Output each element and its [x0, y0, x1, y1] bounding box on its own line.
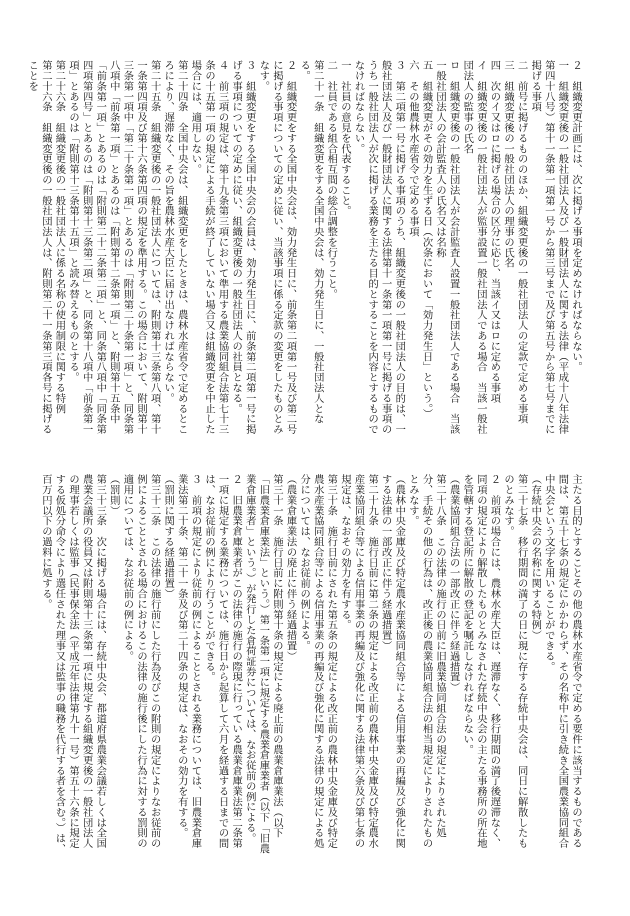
text-line: ロ 組織変更後の一般社団法人が会計監査人設置一般社団法人である場合 当該一般社団法人の会計監査人の氏名又は名称: [434, 60, 460, 435]
text-line: 第二十四条 全国中央会は、組織変更をしたときは、農林水産省令で定めるところにより、遅滞なく、その旨を農林水産大臣に届け出なければならない。: [162, 60, 188, 435]
upper-text-block: [26, 60, 582, 444]
text-line: 三 組織変更後の一般社団法人の理事の氏名: [502, 60, 515, 268]
text-line: イ 組織変更後の一般社団法人が監事設置一般社団法人である場合 当該一般社団法人の監事の氏名: [461, 60, 487, 435]
text-line: （農林中央金庫及び特定農水産業協同組合等による信用事業の再編及び強化に関する法律の一部改正に伴う経過措置）: [379, 474, 406, 849]
text-line: 第二十六条 組織変更後の一般社団法人は、附則第二十一条第三項各号に掲げることを: [26, 60, 52, 435]
text-line: （存続中央会の名称に関する特例）: [529, 474, 542, 641]
text-line: （農業協同組合法の一部改正に伴う経過措置）: [447, 474, 460, 693]
text-line: （農業倉庫業法の廃止に伴う経過措置）: [284, 474, 297, 662]
text-line: 第三十条 施行日前にされた第五条の規定による改正前の農林中央金庫及び特定農水産業協同組合等による信用事業の再編及び強化に関する法律の規定による処分については、なお従前の例による。: [298, 474, 338, 849]
text-line: 主たる目的とすることその他の農林水産省令で定める要件に該当するものである間は、第五十七条の規定にかかわらず、その名称中に引き続き全国農業協同組合中央会という文字を用いることができる。: [542, 474, 582, 849]
text-line: 四 次のイ又はロに掲げる場合の区分に応じ、当該イ又はロに定める事項: [488, 60, 501, 404]
text-line: ３ 第二項第一号に掲げる事項のうち、組織変更後の一般社団法人の目的は、一般社団法人及び一般財団法人に関する法律第十一条第一項第一号に掲げる事項のうち一般社団法人が次に掲げる業務を主たる目的とすることを内容とするものでなければならない。: [352, 60, 406, 435]
text-line: 第二十七条 移行期間の満了の日に現に存する存続中央会は、同日に解散したものとみなす。: [502, 474, 528, 849]
text-line: ３ 組織変更をする全国中央会の会員は、効力発生日に、前条第二項第一号に掲げる事項についての定めに従い、組織変更後の一般社団法人の社員となる。: [230, 60, 256, 435]
text-line: 一 社員の意見を代表すること。: [338, 60, 351, 216]
text-line: ２ 旧農業倉庫業者がこの法律の施行の際現に行っている農業倉庫業法第二条第一項に規定する業務については、施行日から起算して六月を経過する日までの間は、なお従前の例により行うことができる。: [202, 474, 243, 849]
text-line: 第三十二条 この法律の施行前にした行為及びこの附則の規定によりなお従前の例によることとされる場合におけるこの法律の施行後にした行為に対する罰則の適用については、なお従前の例による。: [121, 474, 161, 849]
text-line: （罰則）: [107, 474, 120, 516]
text-line: ２ 前項の場合には、農林水産大臣は、遅滞なく、移行期間の満了後遅滞なく、同項の規定により解散したものとみなされた存続中央会の主たる事務所の所在地を管轄する登記所に解散の登記を嘱託しなければならない。: [461, 474, 501, 849]
text-line: 第三十一条 施行日前に附則第十条の規定による廃止前の農業倉庫業法（以下「旧農業倉庫業法」という。）第一条第一項に規定する農業倉庫業者（以下「旧農業倉庫業者」という。）が発行した倉荷証券については、なお従前の例による。: [243, 474, 283, 854]
lower-text-block: [39, 474, 582, 858]
text-line: 一 組織変更後の一般社団法人及び一般財団法人に関する法律（平成十八年法律第四十八号）第十一条第一項第一号から第三号まで及び第五号から第七号までに掲げる事項: [529, 60, 569, 435]
text-line: 六 その他農林水産省令で定める事項: [406, 60, 419, 237]
text-line: 第二十八条 この法律の施行の日前に旧農業協同組合法の規定によりされた処分、手続その他の行為は、改正後の農業協同組合法の相当規定によりされたものとみなす。: [406, 474, 447, 849]
text-line: ２ 組織変更計画には、次に掲げる事項を定めなければならない。: [570, 60, 582, 372]
text-line: （罰則に関する経過措置）: [162, 474, 175, 599]
text-line: 二 前号に掲げるもののほか、組織変更後の一般社団法人の定款で定める事項: [515, 60, 528, 424]
text-line: 第三十三条 次に掲げる場合には、存続中央会、都道府県農業会議若しくは全国農業会議所の役員又は附則第十三条第一項に規定する組織変更後の一般社団法人の理事若しくは監事（民事保全法（平成元年法律第九十一号）第五十六条に規定する仮処分命令により選任された理事又は監事の職務を代行する者を含む。）は、百万円以下の過料に処する。: [39, 474, 107, 854]
text-line: ２ 組織変更をする全国中央会は、効力発生日に、前条第二項第一号及び第二号に掲げる事項についての定めに従い、当該事項に係る定款の変更をしたものとみなす。: [257, 60, 297, 435]
text-line: ３ 前項の規定により従前の例によることとされる業務については、旧農業倉庫業法第二十条、第二十一条及び第二十四条の規定は、なおその効力を有する。: [175, 474, 202, 849]
text-line: 二 社員である組合相互間の総合調整を行うこと。: [325, 60, 338, 300]
text-line: 第二十九条 施行日前に第二条の規定による改正前の農林中央金庫及び特定農水産業協同組合等による信用事業の再編及び強化に関する法律第六条及び第七条の規定は、なおその効力を有する。: [338, 474, 379, 849]
text-line: 第二十五条 組織変更後の一般社団法人については、附則第十三条第八項、第十一条第四項及び第十六条第四項の規定を準用する。この場合において、附則第十三条第一項中「第二十条第一項」とあるのは「附則第二十条第一項」と、同条第八項中「前条第一項」とあるのは「附則第十二条第一項」と、附則第十五条中「前条第一項」とあるのは「附則第二十二条第二項」と、同条第八項中「同条第四項第四号」とあるのは「附則第十三条第二項」と、同条第十八項中「前条第一項」とあるのは「附則第十三条第十五項」と読み替えるものとする。: [67, 60, 161, 435]
text-line: 第二十六条 組織変更後の一般社団法人に係る名称の使用制限に関する特例: [53, 60, 66, 414]
text-line: 第二十一条 組織変更をする全国中央会は、効力発生日に、一般社団法人となる。: [298, 60, 324, 424]
text-line: 五 組織変更がその効力を生ずる日（次条において「効力発生日」という。）: [420, 60, 433, 419]
text-line: ４ 前三項の規定は、第十九条第三項において準用する農業協同組合法第七十三条の十五第一項の規定による手続が終了していない場合又は組織変更を中止した場合には、適用しない。: [189, 60, 229, 435]
